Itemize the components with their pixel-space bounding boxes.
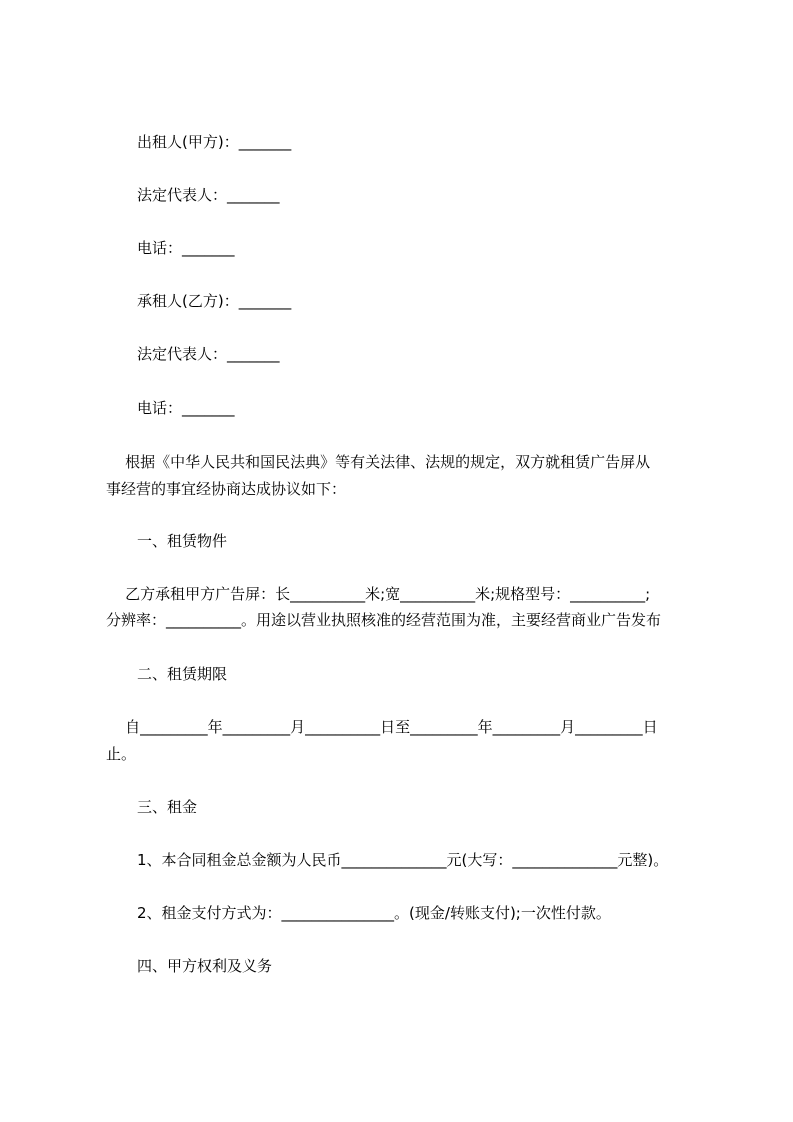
intro-paragraph-line-2: 事经营的事宜经协商达成协议如下： [106,480,347,498]
lessor-representative-field: 法定代表人：_______ [137,186,280,204]
lessor-field: 出租人(甲方)：_______ [137,133,292,151]
intro-paragraph-line-1: 根据《中华人民共和国民法典》等有关法律、法规的规定，双方就租赁广告屏从 [106,453,651,471]
lessee-representative-field: 法定代表人：_______ [137,345,280,363]
section-1-line-2: 分辨率：__________。用途以营业执照核准的经营范围为准，主要经营商业广告发布 [106,611,662,629]
section-2-line-2: 止。 [106,745,137,763]
section-3-item-1: 1、本合同租金总金额为人民币______________元(大写：______________元整)。 [137,851,669,869]
section-4-title: 四、甲方权利及义务 [137,957,273,975]
section-1-line-1: 乙方承租甲方广告屏：长__________米;宽__________米;规格型号：__________; [106,585,651,603]
section-2-line-1: 自_________年_________月__________日至_________年_________月_________日 [106,718,658,736]
lessee-field: 承租人(乙方)：_______ [137,292,292,310]
section-1-title: 一、租赁物件 [137,532,228,550]
section-2-title: 二、租赁期限 [137,665,228,683]
section-3-title: 三、租金 [137,798,198,816]
section-3-item-2: 2、租金支付方式为：_______________。(现金/转账支付);一次性付款。 [137,904,611,922]
lessee-phone-field: 电话：_______ [137,399,235,417]
lessor-phone-field: 电话：_______ [137,239,235,257]
